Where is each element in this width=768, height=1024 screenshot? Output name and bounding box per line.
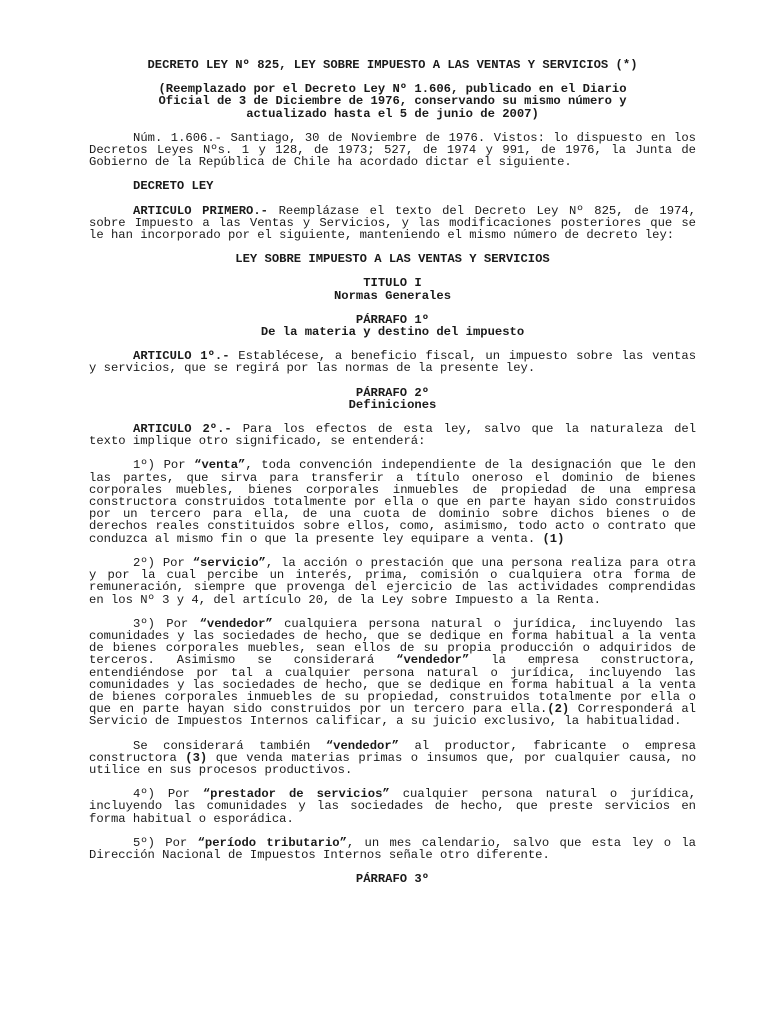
definition-3b-prefix: Se considerará también bbox=[133, 738, 326, 753]
parrafo-2-label: PÁRRAFO 2º bbox=[355, 385, 430, 400]
definition-4-prefix: 4º) Por bbox=[133, 787, 203, 802]
footnote-ref-2: (2) bbox=[547, 702, 570, 717]
decreto-ley-heading: DECRETO LEY bbox=[133, 179, 214, 194]
definition-3-text-a: cualquiera persona natural o jurídica, incluyendo las comunidades y las sociedades de hecho, que se dedique en forma habitual a la venta de bienes corporales muebles, sean ellos de su propia producción o adquiridos de terceros. Asimismo se considerará bbox=[89, 616, 696, 668]
document-subtitle-line-2: Oficial de 3 de Diciembre de 1976, conservando su mismo número y bbox=[158, 94, 627, 109]
definition-2-term: “servicio” bbox=[192, 555, 266, 570]
titulo-name: Normas Generales bbox=[333, 288, 452, 303]
definition-1-text: , toda convención independiente de la designación que le den las partes, que sirva para transferir a título oneroso el dominio de bienes corporales muebles, bienes corporales inmuebles de propiedad de una empresa constructora construidos totalmente por ella o que en parte hayan sido construidos por un tercero para ella, de una cuota de dominio sobre dichos bienes o de derechos reales constituidos sobre ellos, como, asimismo, todo acto o contrato que conduzca al mismo fin o que la presente ley equipare a venta. bbox=[89, 458, 696, 546]
definition-5-term: “período tributario” bbox=[197, 835, 347, 850]
definition-2-text: , la acción o prestación que una persona realiza para otra y por la cual percibe un interés, prima, comisión o cualquiera otra forma de remuneración, siempre que provenga del ejercicio de las actividades comprendidas en los Nº 3 y 4, del artículo 20, de la Ley sobre Impuesto a la Renta. bbox=[89, 555, 696, 607]
definition-4-text: cualquier persona natural o jurídica, incluyendo las comunidades y las sociedades de hecho, que preste servicios en forma habitual o esporádica. bbox=[89, 787, 697, 826]
definition-3-prefix: 3º) Por bbox=[133, 616, 200, 631]
footnote-ref-3: (3) bbox=[185, 750, 208, 765]
definition-3-term-2: “vendedor” bbox=[396, 653, 470, 668]
articulo-1-text: Establécese, a beneficio fiscal, un impuesto sobre las ventas y servicios, que se regirá por las normas de la presente ley. bbox=[89, 349, 697, 376]
definition-3b-term: “vendedor” bbox=[325, 738, 399, 753]
definition-3-supplement bbox=[89, 740, 696, 777]
definition-1-prefix: 1º) Por bbox=[133, 458, 195, 473]
document-title: DECRETO LEY Nº 825, LEY SOBRE IMPUESTO A LAS VENTAS Y SERVICIOS (*) bbox=[147, 58, 638, 72]
definition-3-text-c: Corresponderá al Servicio de Impuestos Internos calificar, a su juicio exclusivo, la habitualidad. bbox=[89, 702, 696, 729]
definition-5-text: , un mes calendario, salvo que esta ley o la Dirección Nacional de Impuestos Internos señale otro diferente. bbox=[89, 835, 696, 862]
footnote-ref-1: (1) bbox=[542, 531, 565, 546]
articulo-2-text: Para los efectos de esta ley, salvo que la naturaleza del texto implique otro significado, se entenderá: bbox=[89, 422, 697, 449]
articulo-1-label: ARTICULO 1º.- bbox=[133, 349, 230, 364]
definition-4-prestador bbox=[89, 788, 696, 825]
articulo-primero-paragraph bbox=[89, 205, 696, 242]
articulo-2-paragraph bbox=[89, 423, 696, 447]
parrafo-2-name: Definiciones bbox=[348, 397, 437, 412]
articulo-primero-label: ARTICULO PRIMERO.- bbox=[133, 203, 268, 218]
parrafo-1-name: De la materia y destino del impuesto bbox=[260, 325, 525, 340]
definition-2-prefix: 2º) Por bbox=[133, 555, 193, 570]
definition-5-periodo bbox=[89, 837, 696, 861]
definition-3b-text-a: al productor, fabricante o empresa constructora bbox=[89, 738, 696, 765]
parrafo-3-label: PÁRRAFO 3º bbox=[355, 872, 430, 887]
definition-1-term: “venta” bbox=[194, 458, 246, 473]
articulo-2-label: ARTICULO 2º.- bbox=[133, 422, 232, 437]
definition-3-vendedor bbox=[89, 618, 696, 728]
definition-3b-text-b: que venda materias primas o insumos que, por cualquier causa, no utilice en sus procesos productivos. bbox=[89, 750, 697, 777]
definition-3-text-b: la empresa constructora, entendiéndose por tal a cualquier persona natural o jurídica, incluyendo las comunidades y las sociedades de hecho, que se dedique en forma habitual a la venta de bienes corporales inmuebles de su propiedad, construidos totalmente por ella o que en parte hayan sido construidos por un tercero para ella. bbox=[89, 653, 697, 717]
definition-4-term: “prestador de servicios” bbox=[202, 787, 390, 802]
titulo-label: TITULO I bbox=[363, 276, 422, 291]
intro-paragraph: Núm. 1.606.- Santiago, 30 de Noviembre de 1976. Vistos: lo dispuesto en los Decretos Leyes Nºs. 1 y 128, de 1973; 527, de 1974 y 991, de 1976, la Junta de Gobierno de la República de Chile ha acordado dictar el siguiente. bbox=[89, 130, 696, 170]
articulo-primero-text: Reemplázase el texto del Decreto Ley Nº 825, de 1974, sobre Impuesto a las Ventas y Servicios, y las modificaciones posteriores que se le han incorporado por el siguiente, manteniendo el mismo número de decreto ley: bbox=[89, 203, 696, 243]
definition-5-prefix: 5º) Por bbox=[133, 835, 198, 850]
document-subtitle-line-1: (Reemplazado por el Decreto Ley Nº 1.606, publicado en el Diario bbox=[158, 82, 627, 97]
parrafo-1-label: PÁRRAFO 1º bbox=[355, 312, 430, 327]
definition-3-term: “vendedor” bbox=[199, 616, 273, 631]
law-title: LEY SOBRE IMPUESTO A LAS VENTAS Y SERVICIOS bbox=[235, 252, 550, 267]
articulo-1-paragraph bbox=[89, 350, 696, 374]
definition-2-servicio bbox=[89, 557, 696, 606]
document-subtitle-line-3: actualizado hasta el 5 de junio de 2007) bbox=[246, 106, 539, 121]
definition-1-venta bbox=[89, 459, 696, 544]
